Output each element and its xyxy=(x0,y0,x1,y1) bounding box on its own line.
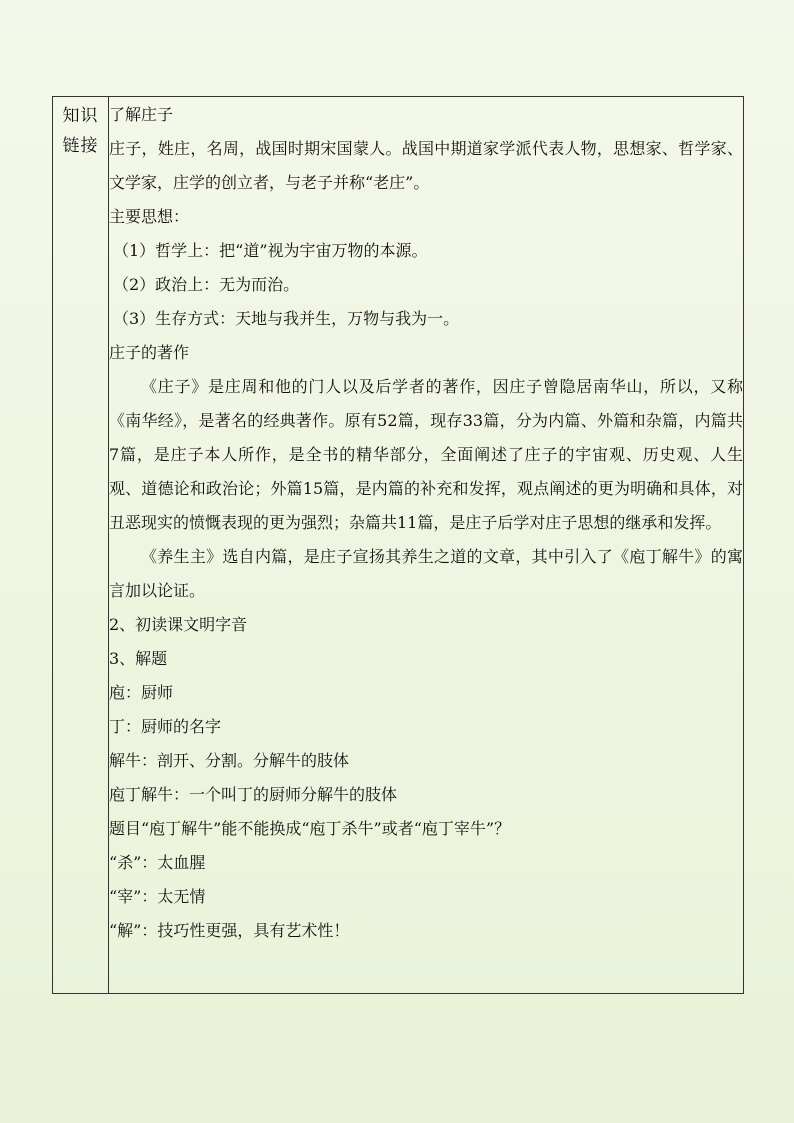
thought-item: （1）哲学上：把“道”视为宇宙万物的本源。 xyxy=(113,241,428,260)
section-label xyxy=(53,97,108,161)
zhuangzi-intro: 庄子，姓庄，名周，战国时期宋国蒙人。战国中期道家学派代表人物，思想家、哲学家、文学家，庄学的创立者，与老子并称“老庄”。 xyxy=(109,139,743,192)
definition-item: 庖：厨师 xyxy=(109,683,174,702)
answer-item: “解”：技巧性更强，具有艺术性！ xyxy=(109,921,350,940)
content-body xyxy=(109,97,743,948)
title-question: 题目“庖丁解牛”能不能换成“庖丁杀牛”或者“庖丁宰牛”？ xyxy=(109,819,511,838)
section-label-line-1: 知识 xyxy=(62,106,99,126)
thought-item: （3）生存方式：天地与我并生，万物与我为一。 xyxy=(113,309,460,328)
main-thought-title: 主要思想： xyxy=(109,207,190,226)
works-paragraph: 《庄子》是庄周和他的门人以及后学者的著作，因庄子曾隐居南华山，所以，又称《南华经》，是著名的经典著作。原有52篇，现存33篇，分为内篇、外篇和杂篇，内篇共7篇，是庄子本人所作，是全书的精华部分，全面阐述了庄子的宇宙观、历史观、人生观、道德论和政治论；外篇15篇，是内篇的补充和发挥，观点阐述的更为明确和具体，对丑恶现实的愤慨表现的更为强烈；杂篇共11篇，是庄子后学对庄子思想的继承和发挥。 xyxy=(109,377,743,532)
thought-item: （2）政治上：无为而治。 xyxy=(113,275,300,294)
table-row xyxy=(53,97,744,994)
answer-item: “宰”：太无情 xyxy=(109,887,206,906)
definition-item: 庖丁解牛：一个叫丁的厨师分解牛的肢体 xyxy=(109,785,398,804)
lesson-table xyxy=(52,96,744,994)
step-2: 2、初读课文明字音 xyxy=(109,615,248,634)
works-title: 庄子的著作 xyxy=(109,343,190,362)
label-cell xyxy=(53,97,109,994)
content-cell xyxy=(109,97,744,994)
yangsheng-paragraph: 《养生主》选自内篇，是庄子宣扬其养生之道的文章，其中引入了《庖丁解牛》的寓言加以论证。 xyxy=(109,547,743,600)
answer-item: “杀”：太血腥 xyxy=(109,853,206,872)
heading-about-zhuangzi: 了解庄子 xyxy=(109,105,174,124)
definition-item: 丁：厨师的名字 xyxy=(109,717,222,736)
step-3: 3、解题 xyxy=(109,649,168,668)
definition-item: 解牛：剖开、分割。分解牛的肢体 xyxy=(109,751,350,770)
section-label-line-2: 链接 xyxy=(62,136,99,156)
